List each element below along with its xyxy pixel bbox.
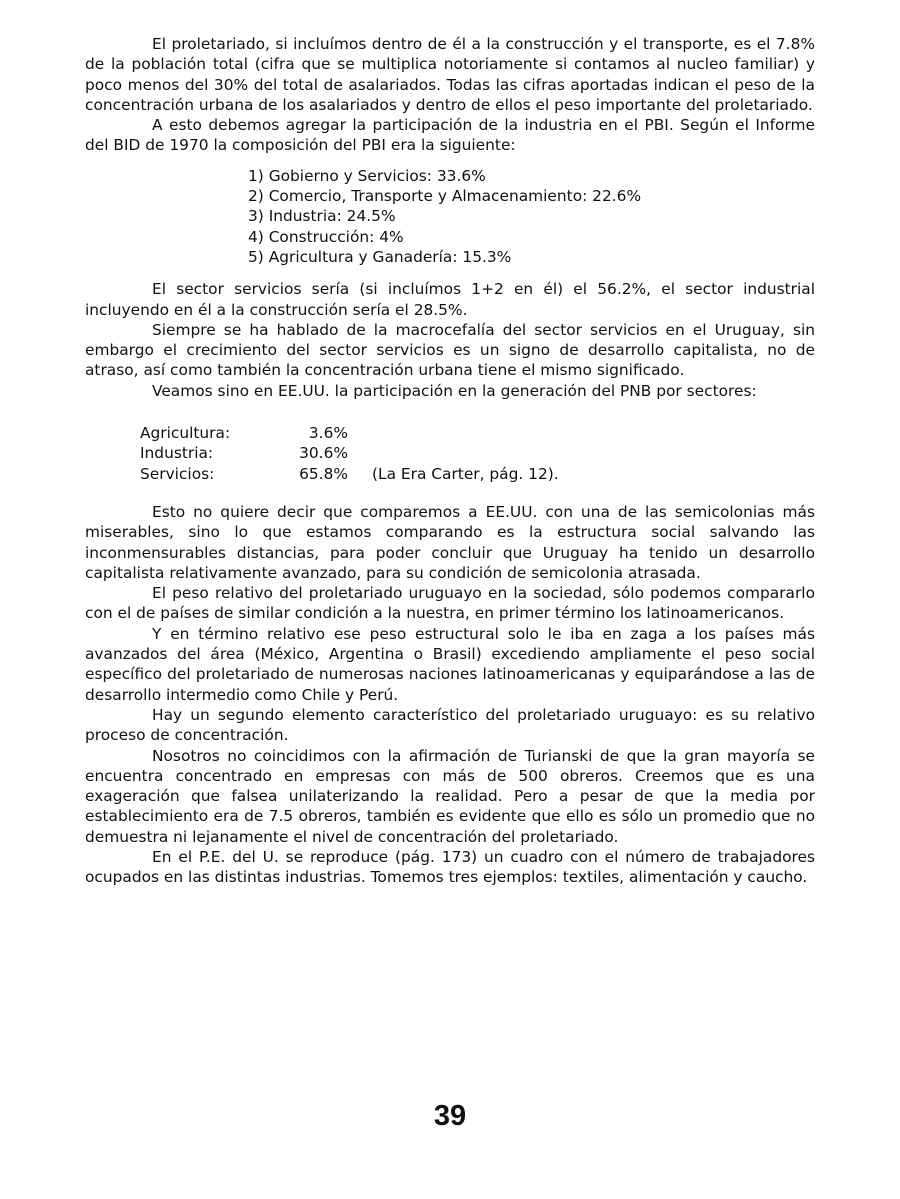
paragraph-usa-intro: Veamos sino en EE.UU. la participación en la generación del PNB por sectores: — [152, 381, 757, 400]
table-cell-value: 30.6% — [299, 444, 348, 463]
list-item: 5) Agricultura y Ganadería: 15.3% — [248, 247, 512, 266]
document-page — [85, 34, 815, 888]
usa-pnb-table — [140, 423, 559, 484]
paragraph-comparison: Esto no quiere decir que comparemos a EE.UU. con una de las semicolonias más miserables, sino lo que estamos comparando es la estructura social salvando las inconmensurables distancias, para poder concluir que Uruguay ha tenido un desarrollo capitalista relativamente avanzado, para su condición de semicolonia atrasada. — [85, 502, 815, 582]
paragraph-macrocephaly: Siempre se ha hablado de la macrocefalía del sector servicios en el Uruguay, sin embargo el crecimiento del sector servicios es un signo de desarrollo capitalista, no de atraso, así como también la concentración urbana tiene el mismo significado. — [85, 320, 815, 380]
pbi-composition-list — [85, 166, 815, 267]
table-cell-note — [372, 423, 559, 443]
list-item: 2) Comercio, Transporte y Almacenamiento: 22.6% — [248, 187, 642, 206]
table-row — [140, 423, 559, 443]
paragraph-concentration: Hay un segundo elemento característico del proletariado uruguayo: es su relativo proceso de concentración. — [85, 705, 815, 745]
paragraph-proletariat-share: El proletariado, si incluímos dentro de él a la construcción y el transporte, es el 7.8% de la población total (cifra que se multiplica notoriamente si contamos al nucleo familiar) y poco menos del 30% del total de asalariados. Todas las cifras aportadas indican el peso de la concentración urbana de los asalariados y dentro de ellos el peso importante del proletariado. — [85, 35, 815, 114]
paragraph-structural-weight: Y en término relativo ese peso estructural solo le iba en zaga a los países más avanzados del área (México, Argentina o Brasil) excediendo ampliamente el peso social específico del proletariado de numerosas naciones latinoamericanas y equiparándose a las de desarrollo intermedio como Chile y Perú. — [85, 624, 815, 704]
table-cell-value: 3.6% — [308, 424, 348, 443]
paragraph-pbi-intro: A esto debemos agregar la participación de la industria en el PBI. Según el Informe del BID de 1970 la composición del PBI era la siguiente: — [85, 116, 815, 155]
page-number: 39 — [433, 1100, 467, 1132]
list-item: 3) Industria: 24.5% — [248, 207, 396, 226]
table-cell-note — [372, 443, 559, 463]
paragraph-relative-weight: El peso relativo del proletariado uruguayo en la sociedad, sólo podemos compararlo con el de países de similar condición a la nuestra, en primer término los latinoamericanos. — [85, 584, 815, 623]
paragraph-industries: En el P.E. del U. se reproduce (pág. 173) un cuadro con el número de trabajadores ocupados en las distintas industrias. Tomemos tres ejemplos: textiles, alimentación y caucho. — [85, 847, 815, 887]
list-item: 1) Gobierno y Servicios: 33.6% — [248, 166, 486, 185]
table-cell-label: Servicios: — [140, 464, 215, 483]
table-row — [140, 443, 559, 463]
table-cell-label: Industria: — [140, 444, 214, 463]
list-item: 4) Construcción: 4% — [248, 227, 404, 246]
table-cell-note: (La Era Carter, pág. 12). — [372, 464, 559, 483]
paragraph-services-sector: El sector servicios sería (si incluímos 1+2 en él) el 56.2%, el sector industrial incluyendo en él a la construcción sería el 28.5%. — [85, 280, 815, 319]
paragraph-turianski: Nosotros no coincidimos con la afirmación de Turianski de que la gran mayoría se encuentra concentrado en empresas con más de 500 obreros. Creemos que es una exageración que falsea unilaterizando la realidad. Pero a pesar de que la media por establecimiento era de 7.5 obreros, también es evidente que ello es sólo un promedio que no demuestra ni lejanamente el nivel de concentración del proletariado. — [85, 746, 815, 846]
table-cell-value: 65.8% — [299, 464, 348, 483]
table-cell-label: Agricultura: — [140, 424, 231, 443]
table-row — [140, 464, 559, 484]
